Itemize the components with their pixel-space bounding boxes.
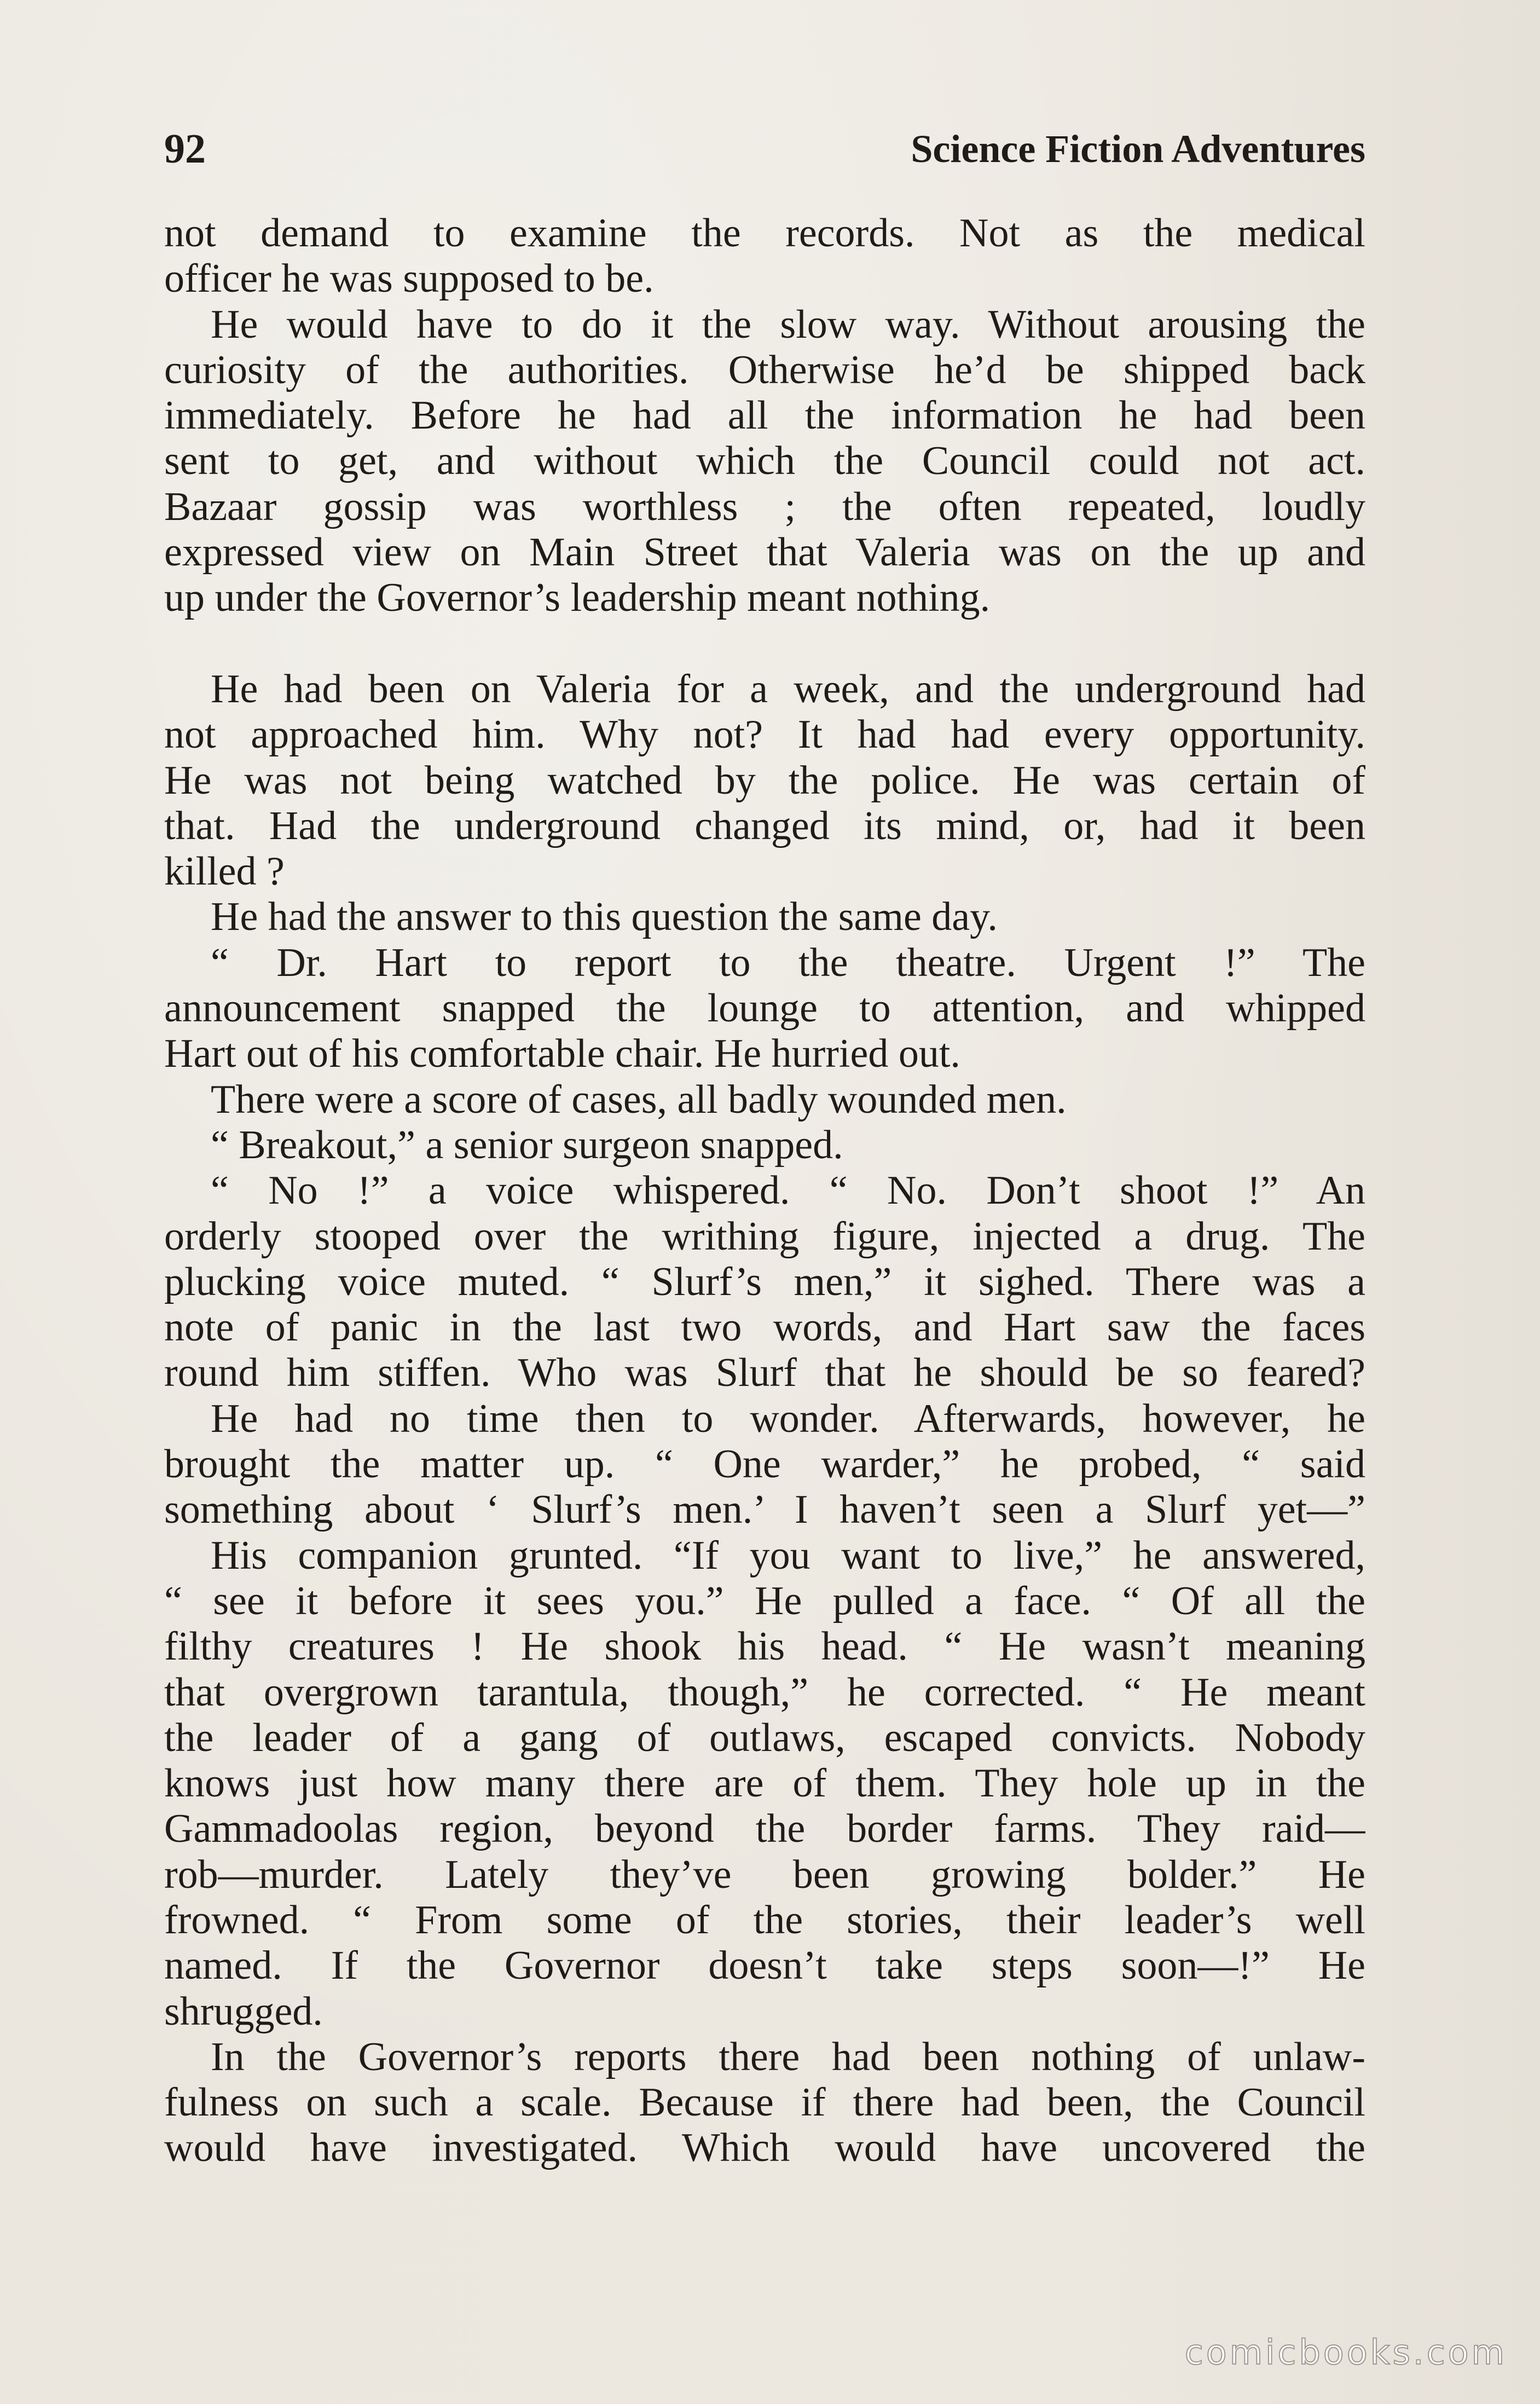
text-line: Hart out of his comfortable chair. He hurried out. [164,1031,960,1077]
text-line: killed ? [164,849,285,894]
text-line: shrugged. [164,1989,323,2034]
section-break [164,621,1365,667]
text-line: officer he was supposed to be. [164,256,654,302]
text-line: plucking voice muted. “ Slurf’s men,” it sighed. There was a [164,1259,1365,1304]
text-line: immediately. Before he had all the information he had been [164,393,1365,438]
text-line: He would have to do it the slow way. Without arousing the [211,302,1365,347]
text-line: There were a score of cases, all badly wounded men. [211,1077,1067,1122]
text-line: expressed view on Main Street that Valeria was on the up and [164,530,1365,575]
text-line: curiosity of the authorities. Otherwise he’d be shipped back [164,347,1365,392]
text-line: that overgrown tarantula, though,” he corrected. “ He meant [164,1669,1365,1715]
page-number: 92 [164,126,206,172]
text-line: He had no time then to wonder. Afterwards, however, he [211,1396,1365,1441]
text-line: that. Had the underground changed its mind, or, had it been [164,803,1365,848]
text-line: He had the answer to this question the same day. [211,894,998,940]
text-line: would have investigated. Which would have uncovered the [164,2125,1365,2171]
text-line: “ see it before it sees you.” He pulled a face. “ Of all the [164,1578,1365,1623]
text-line: “ Breakout,” a senior surgeon snapped. [211,1122,843,1168]
text-line: knows just how many there are of them. They hole up in the [164,1761,1365,1806]
text-line: note of panic in the last two words, and Hart saw the faces [164,1305,1365,1350]
text-line: filthy creatures ! He shook his head. “ He wasn’t meaning [164,1624,1365,1669]
page-header [164,122,1365,182]
text-line: Bazaar gossip was worthless ; the often repeated, loudly [164,484,1365,529]
text-line: “ No !” a voice whispered. “ No. Don’t shoot !” An [211,1168,1365,1213]
text-line: something about ‘ Slurf’s men.’ I haven’t seen a Slurf yet—” [164,1487,1365,1533]
text-line: fulness on such a scale. Because if there had been, the Council [164,2080,1365,2125]
text-line: announcement snapped the lounge to attention, and whipped [164,986,1365,1031]
body-text [164,211,1365,2171]
text-line: “ Dr. Hart to report to the theatre. Urgent !” The [211,940,1365,985]
text-line: His companion grunted. “If you want to live,” he answered, [211,1533,1365,1578]
watermark: comicbooks.com [1184,2332,1507,2372]
text-line: He was not being watched by the police. He was certain of [164,758,1365,803]
text-line: sent to get, and without which the Council could not act. [164,438,1365,484]
text-line: He had been on Valeria for a week, and the underground had [211,666,1365,712]
text-line: rob—murder. Lately they’ve been growing bolder.” He [164,1852,1365,1897]
text-line: not approached him. Why not? It had had every opportunity. [164,712,1365,758]
text-line: brought the matter up. “ One warder,” he probed, “ said [164,1442,1365,1487]
text-line: not demand to examine the records. Not as the medical [164,211,1365,256]
text-line: the leader of a gang of outlaws, escaped convicts. Nobody [164,1715,1365,1760]
text-line: Gammadoolas region, beyond the border farms. They raid— [164,1806,1365,1852]
running-title: Science Fiction Adventures [911,127,1365,171]
text-line: round him stiffen. Who was Slurf that he should be so feared? [164,1350,1365,1396]
text-line: named. If the Governor doesn’t take steps soon—!” He [164,1943,1365,1989]
text-line: orderly stooped over the writhing figure, injected a drug. The [164,1213,1365,1259]
text-line: In the Governor’s reports there had been nothing of unlaw- [211,2034,1365,2079]
text-line: frowned. “ From some of the stories, their leader’s well [164,1897,1365,1943]
text-line: up under the Governor’s leadership meant nothing. [164,575,991,621]
